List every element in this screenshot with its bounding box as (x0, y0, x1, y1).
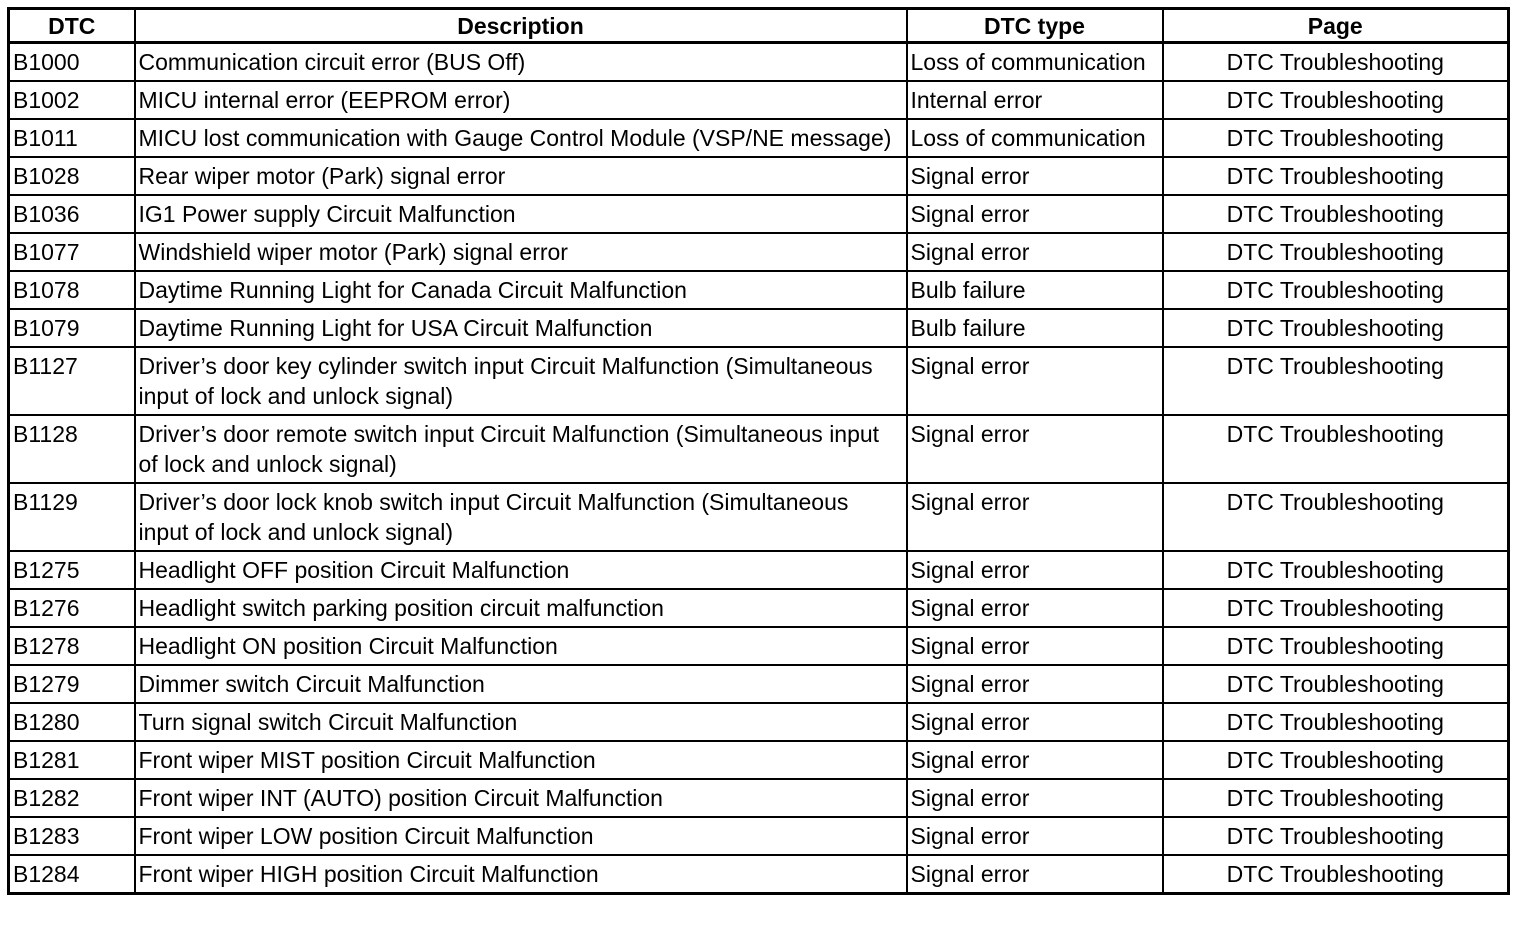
cell-dtc-code: B1282 (9, 779, 135, 817)
cell-dtc-code: B1283 (9, 817, 135, 855)
cell-description: MICU internal error (EEPROM error) (135, 81, 907, 119)
table-row (9, 483, 1509, 551)
table-row (9, 741, 1509, 779)
cell-page-link: DTC Troubleshooting (1163, 589, 1509, 627)
cell-page-link: DTC Troubleshooting (1163, 415, 1509, 483)
cell-description: Communication circuit error (BUS Off) (135, 43, 907, 82)
header-page: Page (1163, 9, 1509, 43)
cell-dtc-type: Signal error (907, 855, 1163, 894)
table-row (9, 309, 1509, 347)
table-row (9, 665, 1509, 703)
cell-dtc-type: Signal error (907, 233, 1163, 271)
cell-page-link: DTC Troubleshooting (1163, 157, 1509, 195)
table-row (9, 271, 1509, 309)
cell-page-link: DTC Troubleshooting (1163, 483, 1509, 551)
cell-page-link: DTC Troubleshooting (1163, 551, 1509, 589)
cell-page-link: DTC Troubleshooting (1163, 741, 1509, 779)
cell-description: Dimmer switch Circuit Malfunction (135, 665, 907, 703)
cell-description: Windshield wiper motor (Park) signal error (135, 233, 907, 271)
header-dtc: DTC (9, 9, 135, 43)
cell-page-link: DTC Troubleshooting (1163, 703, 1509, 741)
cell-description: Headlight OFF position Circuit Malfunction (135, 551, 907, 589)
table-row (9, 195, 1509, 233)
cell-dtc-code: B1275 (9, 551, 135, 589)
cell-dtc-code: B1276 (9, 589, 135, 627)
cell-description: Headlight switch parking position circuit malfunction (135, 589, 907, 627)
table-row (9, 233, 1509, 271)
cell-description: Front wiper HIGH position Circuit Malfunction (135, 855, 907, 894)
table-row (9, 415, 1509, 483)
cell-dtc-code: B1077 (9, 233, 135, 271)
table-row (9, 817, 1509, 855)
table-row (9, 157, 1509, 195)
cell-page-link: DTC Troubleshooting (1163, 309, 1509, 347)
cell-page-link: DTC Troubleshooting (1163, 855, 1509, 894)
cell-description: Front wiper INT (AUTO) position Circuit Malfunction (135, 779, 907, 817)
cell-page-link: DTC Troubleshooting (1163, 195, 1509, 233)
cell-description: Driver’s door key cylinder switch input Circuit Malfunction (Simultaneous input of lock and unlock signal) (135, 347, 907, 415)
cell-dtc-type: Signal error (907, 415, 1163, 483)
table-row (9, 589, 1509, 627)
cell-dtc-type: Signal error (907, 779, 1163, 817)
cell-dtc-code: B1028 (9, 157, 135, 195)
cell-dtc-code: B1036 (9, 195, 135, 233)
cell-dtc-type: Signal error (907, 347, 1163, 415)
cell-description: MICU lost communication with Gauge Control Module (VSP/NE message) (135, 119, 907, 157)
table-row (9, 703, 1509, 741)
cell-dtc-code: B1280 (9, 703, 135, 741)
cell-dtc-type: Signal error (907, 157, 1163, 195)
cell-dtc-code: B1284 (9, 855, 135, 894)
cell-dtc-type: Bulb failure (907, 309, 1163, 347)
header-description: Description (135, 9, 907, 43)
cell-description: Driver’s door lock knob switch input Circuit Malfunction (Simultaneous input of lock and unlock signal) (135, 483, 907, 551)
cell-description: Daytime Running Light for USA Circuit Malfunction (135, 309, 907, 347)
cell-dtc-type: Signal error (907, 589, 1163, 627)
cell-dtc-code: B1129 (9, 483, 135, 551)
cell-description: Daytime Running Light for Canada Circuit Malfunction (135, 271, 907, 309)
cell-dtc-code: B1011 (9, 119, 135, 157)
cell-page-link: DTC Troubleshooting (1163, 271, 1509, 309)
cell-dtc-type: Signal error (907, 627, 1163, 665)
table-row (9, 347, 1509, 415)
cell-page-link: DTC Troubleshooting (1163, 43, 1509, 82)
cell-dtc-code: B1278 (9, 627, 135, 665)
dtc-table (7, 7, 1510, 895)
cell-dtc-type: Bulb failure (907, 271, 1163, 309)
cell-page-link: DTC Troubleshooting (1163, 627, 1509, 665)
cell-dtc-code: B1279 (9, 665, 135, 703)
cell-dtc-type: Signal error (907, 665, 1163, 703)
cell-dtc-code: B1002 (9, 81, 135, 119)
cell-dtc-code: B1078 (9, 271, 135, 309)
cell-description: Driver’s door remote switch input Circuit Malfunction (Simultaneous input of lock and unlock signal) (135, 415, 907, 483)
cell-page-link: DTC Troubleshooting (1163, 233, 1509, 271)
table-row (9, 627, 1509, 665)
cell-page-link: DTC Troubleshooting (1163, 665, 1509, 703)
table-row (9, 119, 1509, 157)
dtc-table-sheet (7, 7, 1507, 931)
cell-page-link: DTC Troubleshooting (1163, 779, 1509, 817)
cell-description: Front wiper MIST position Circuit Malfunction (135, 741, 907, 779)
cell-dtc-type: Internal error (907, 81, 1163, 119)
table-header (9, 9, 1509, 43)
table-row (9, 779, 1509, 817)
table-body (9, 43, 1509, 894)
table-row (9, 551, 1509, 589)
cell-dtc-type: Signal error (907, 195, 1163, 233)
cell-dtc-type: Signal error (907, 483, 1163, 551)
header-dtc-type: DTC type (907, 9, 1163, 43)
cell-description: Rear wiper motor (Park) signal error (135, 157, 907, 195)
cell-description: Front wiper LOW position Circuit Malfunction (135, 817, 907, 855)
cell-dtc-code: B1079 (9, 309, 135, 347)
cell-description: IG1 Power supply Circuit Malfunction (135, 195, 907, 233)
cell-page-link: DTC Troubleshooting (1163, 119, 1509, 157)
table-row (9, 855, 1509, 894)
header-row (9, 9, 1509, 43)
cell-dtc-code: B1281 (9, 741, 135, 779)
cell-dtc-code: B1000 (9, 43, 135, 82)
cell-description: Headlight ON position Circuit Malfunction (135, 627, 907, 665)
cell-dtc-code: B1128 (9, 415, 135, 483)
cell-dtc-type: Signal error (907, 703, 1163, 741)
cell-dtc-code: B1127 (9, 347, 135, 415)
cell-dtc-type: Loss of communication (907, 119, 1163, 157)
cell-description: Turn signal switch Circuit Malfunction (135, 703, 907, 741)
table-row (9, 43, 1509, 82)
cell-dtc-type: Signal error (907, 551, 1163, 589)
cell-page-link: DTC Troubleshooting (1163, 81, 1509, 119)
cell-page-link: DTC Troubleshooting (1163, 817, 1509, 855)
table-row (9, 81, 1509, 119)
cell-dtc-type: Loss of communication (907, 43, 1163, 82)
cell-dtc-type: Signal error (907, 817, 1163, 855)
cell-page-link: DTC Troubleshooting (1163, 347, 1509, 415)
cell-dtc-type: Signal error (907, 741, 1163, 779)
